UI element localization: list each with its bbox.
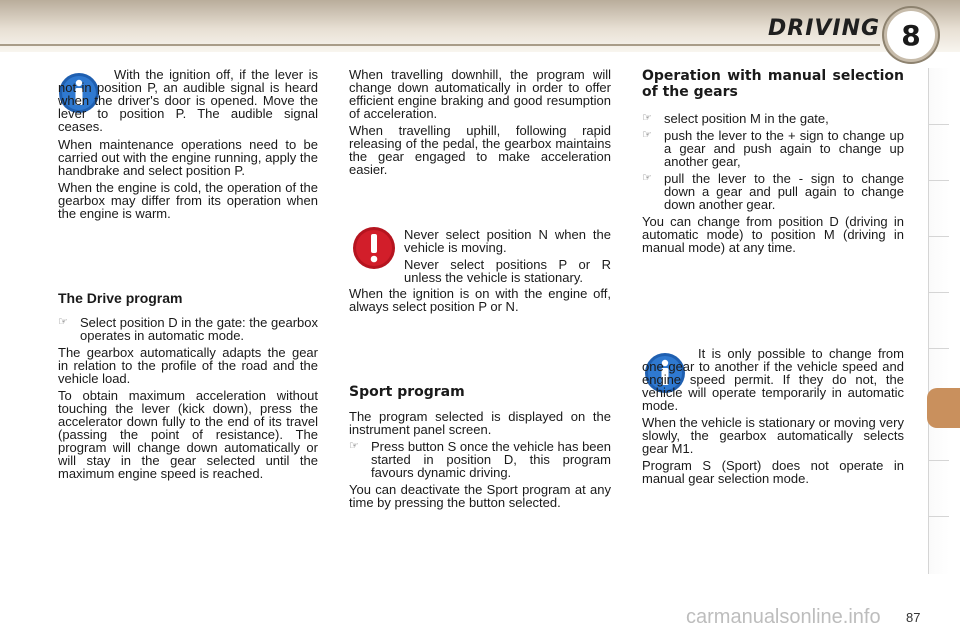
- pointing-hand-icon: ☞: [349, 440, 359, 452]
- tab-divider: [929, 292, 949, 293]
- warning-text: Never select position N when the vehicle is moving.: [404, 227, 611, 255]
- header-divider: [0, 44, 880, 46]
- paragraph-sport-manual: Program S (Sport) does not operate in manual gear selection mode.: [642, 458, 904, 486]
- watermark: carmanualsonline.info: [686, 606, 881, 628]
- column-3-info: [642, 347, 904, 489]
- info-note-gear-change: It is only possible to change from one gear to another if the vehicle speed and engine speed permit. If they do not, the vehicle will operate temporarily in automatic mode.: [642, 346, 904, 413]
- list-item: [642, 129, 904, 168]
- pointing-hand-icon: ☞: [642, 129, 652, 141]
- paragraph-d-to-m: You can change from position D (driving in automatic mode) to position M (driving in manual mode) at any time.: [642, 214, 904, 255]
- paragraph-cold-engine: When the engine is cold, the operation of the gearbox may differ from its operation when the engine is warm.: [58, 180, 318, 221]
- list-item: [349, 440, 611, 479]
- section-heading-manual: Operation with manual selection of the gears: [642, 68, 904, 100]
- column-3: [642, 68, 904, 258]
- warning-text: Never select positions P or R unless the vehicle is stationary.: [404, 257, 611, 285]
- bullet-text: push the lever to the + sign to change up a gear and push again to change up another gear,: [664, 128, 904, 169]
- section-heading-sport: Sport program: [349, 384, 465, 400]
- paragraph-uphill: When travelling uphill, following rapid releasing of the pedal, the gearbox maintains the gear engaged to make acceleration easier.: [349, 123, 611, 177]
- exclamation-icon: [352, 226, 396, 270]
- bullet-text: select position M in the gate,: [664, 111, 829, 126]
- paragraph-ignition-on: When the ignition is on with the engine off, always select position P or N.: [349, 286, 611, 314]
- list-item: [642, 172, 904, 211]
- paragraph-downhill: When travelling downhill, the program will change down automatically in order to offer efficient engine braking and good resumption of acceleration.: [349, 67, 611, 121]
- tab-divider: [929, 516, 949, 517]
- paragraph-m1: When the vehicle is stationary or moving very slowly, the gearbox automatically selects gear M1.: [642, 415, 904, 456]
- tab-divider: [929, 180, 949, 181]
- list-item: [58, 316, 318, 342]
- pointing-hand-icon: ☞: [58, 316, 68, 328]
- column-2: [349, 68, 611, 180]
- tab-divider: [929, 348, 949, 349]
- paragraph-sport-display: The program selected is displayed on the instrument panel screen.: [349, 409, 611, 437]
- paragraph-deactivate: You can deactivate the Sport program at any time by pressing the button selected.: [349, 482, 611, 510]
- info-note-ignition: With the ignition off, if the lever is not in position P, an audible signal is heard when the driver's door is opened. Move the lever to position P. The audible signal ceases.: [58, 67, 318, 134]
- warning-box: [404, 228, 611, 288]
- column-2-sport: [349, 384, 611, 513]
- chapter-tab-strip: [928, 68, 949, 574]
- tab-divider: [929, 460, 949, 461]
- chapter-tab-active[interactable]: [927, 388, 960, 428]
- pointing-hand-icon: ☞: [642, 112, 652, 124]
- bullet-text: Select position D in the gate: the gearbox operates in automatic mode.: [80, 315, 318, 343]
- pointing-hand-icon: ☞: [642, 172, 652, 184]
- column-2-lower: [349, 287, 611, 317]
- paragraph-kickdown: To obtain maximum acceleration without touching the lever (kick down), press the accelerator down fully to the end of its travel (passing the point of resistance). The program will change down automatically or will stay in the gear selected until the maximum engine speed is reached.: [58, 388, 318, 481]
- chapter-number-badge: 8: [884, 8, 938, 62]
- chapter-title: DRIVING: [768, 16, 881, 41]
- tab-divider: [929, 124, 949, 125]
- page-number: 87: [906, 610, 921, 625]
- section-heading-drive: The Drive program: [58, 290, 183, 306]
- bullet-text: Press button S once the vehicle has been started in position D, this program favours dynamic driving.: [371, 439, 611, 480]
- list-item: [642, 112, 904, 125]
- column-1: [58, 68, 318, 484]
- paragraph-adapt: The gearbox automatically adapts the gear in relation to the profile of the road and the vehicle load.: [58, 345, 318, 386]
- tab-divider: [929, 236, 949, 237]
- bullet-text: pull the lever to the - sign to change down a gear and pull again to change down another gear.: [664, 171, 904, 212]
- paragraph-maintenance: When maintenance operations need to be carried out with the engine running, apply the handbrake and select position P.: [58, 137, 318, 178]
